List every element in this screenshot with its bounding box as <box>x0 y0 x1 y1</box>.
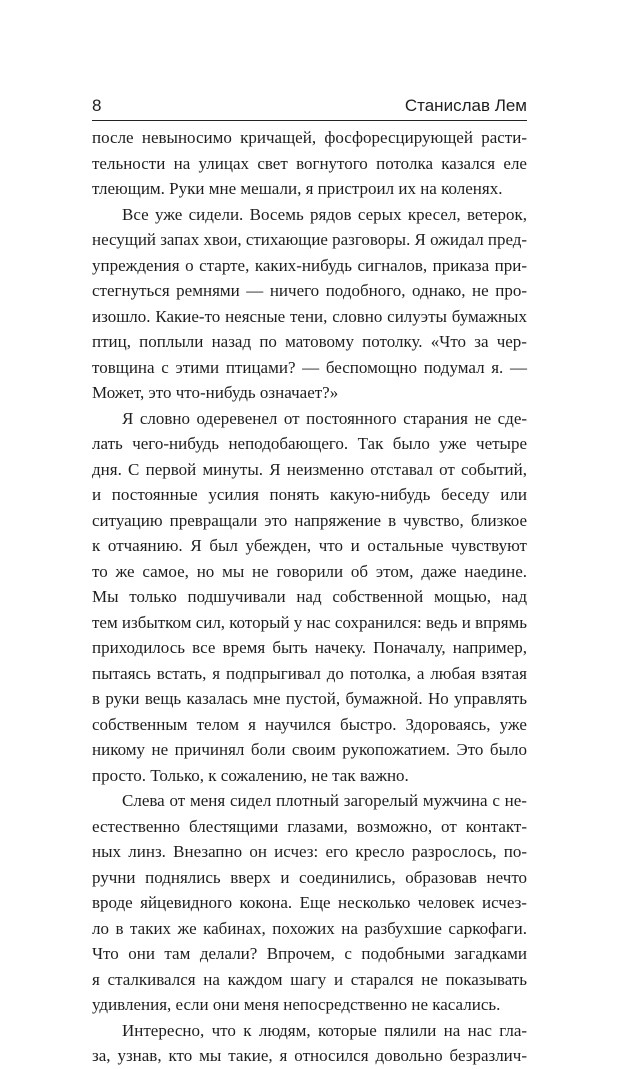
text-line: изошло. Какие-то неясные тени, словно силуэты бумажных <box>92 306 527 326</box>
text-line: Интересно, что к людям, которые пялили на нас гла- <box>122 1020 528 1040</box>
text-line: ручни поднялись вверх и соединились, образовав нечто <box>92 867 528 887</box>
text-line: ло в таких же кабинах, похожих на разбухшие саркофаги. <box>92 918 527 938</box>
header-rule <box>92 120 527 121</box>
text-line: упреждения о старте, каких-нибудь сигналов, приказа при- <box>92 255 528 275</box>
text-line: Мы только подшучивали над собственной мощью, над <box>92 587 527 606</box>
page-number: 8 <box>92 96 102 115</box>
running-head-author: Станислав Лем <box>404 96 527 115</box>
text-line: лать чего-нибудь неподобающего. Так было уже четыре <box>92 434 528 453</box>
text-line: Все уже сидели. Восемь рядов серых кресел, ветерок, <box>122 204 527 224</box>
text-line: ситуацию превращали это напряжение в чувство, близкое <box>92 510 528 530</box>
text-line: я сталкивался на каждом шагу и старался не показывать <box>92 969 527 989</box>
text-line: ных линз. Внезапно он исчез: его кресло разрослось, по- <box>92 842 528 861</box>
text-line: к отчаянию. Я был убежден, что и остальные чувствуют <box>92 536 527 555</box>
text-line: собственным телом я научился быстро. Здороваясь, уже <box>92 714 527 734</box>
text-line: Я словно одеревенел от постоянного старания не сде- <box>122 408 528 428</box>
text-line: приходилось все время быть начеку. Поначалу, например, <box>92 638 527 657</box>
text-line: то же самое, но мы не говорили об этом, даже наедине. <box>92 561 527 581</box>
text-line: просто. Только, к сожалению, не так важно. <box>92 765 409 785</box>
text-line: Может, это что-нибудь означает?» <box>92 383 339 402</box>
text-line: в руки вещь казалась мне пустой, бумажной. Но управлять <box>92 689 528 708</box>
text-line: птиц, поплыли назад по матовому потолку. «Что за чер- <box>92 332 527 351</box>
text-line: дня. С первой минуты. Я неизменно отставал от событий, <box>92 459 527 479</box>
text-line: пытаясь встать, я подпрыгивал до потолка, а любая взятая <box>92 663 527 683</box>
text-line: вроде яйцевидного кокона. Еще несколько человек исчез- <box>92 893 527 912</box>
text-line: никому не причинял боли своим рукопожатием. Это было <box>92 740 527 759</box>
text-line: тем избытком сил, который у нас сохранился: ведь и впрямь <box>92 612 527 632</box>
text-line: тлеющим. Руки мне мешали, я пристроил их на коленях. <box>92 179 503 198</box>
text-line: Что они там делали? Впрочем, с подобными загадками <box>92 944 528 963</box>
text-line: товщина с этими птицами? — беспомощно подумал я. — <box>92 357 527 377</box>
text-line: стегнуться ремнями — ничего подобного, однако, не про- <box>92 281 527 300</box>
text-line: удивления, если они меня непосредственно не касались. <box>92 995 501 1014</box>
text-line: несущий запах хвои, стихающие разговоры. Я ожидал пред- <box>92 230 528 249</box>
text-line: и постоянные усилия понять какую-нибудь беседу или <box>92 485 527 504</box>
text-line: Слева от меня сидел плотный загорелый мужчина с не- <box>122 791 527 810</box>
text-line: тельности на улицах свет вогнутого потолка казался еле <box>92 153 527 173</box>
text-line: после невыносимо кричащей, фосфоресцирующей расти- <box>92 128 527 147</box>
body-text <box>92 125 527 1069</box>
text-line: естественно блестящими глазами, возможно, от контакт- <box>92 816 528 836</box>
text-line: за, узнав, кто мы такие, я относился довольно безразлич- <box>92 1046 527 1065</box>
running-head <box>92 92 527 116</box>
